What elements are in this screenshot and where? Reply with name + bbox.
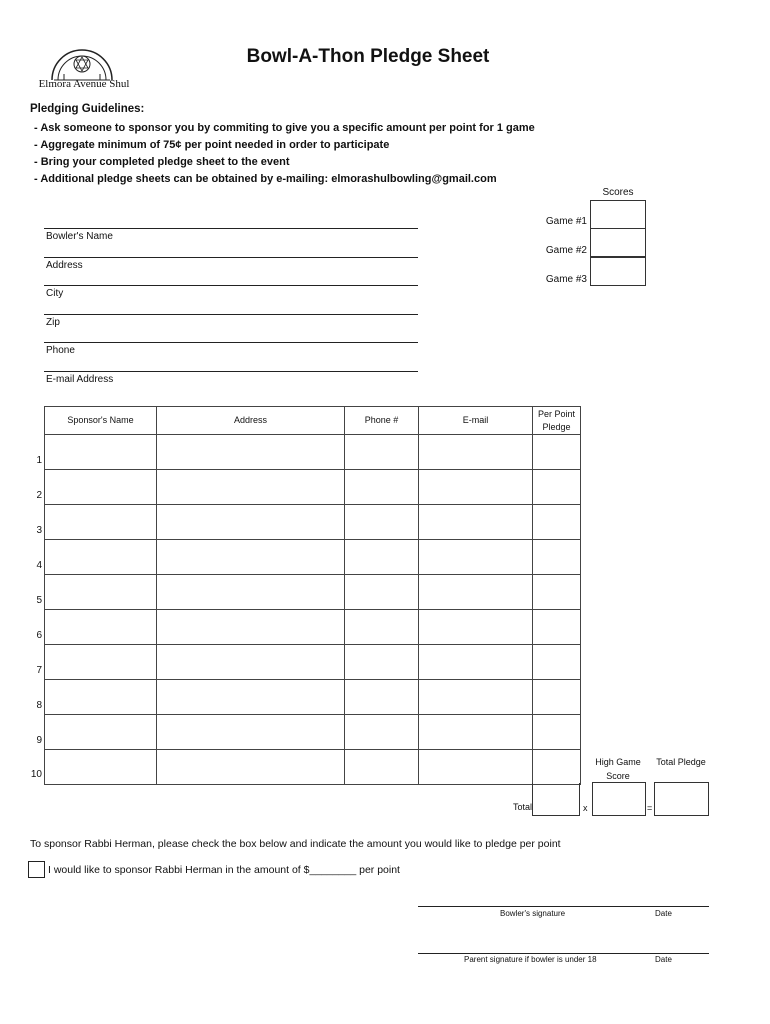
bowler-signature-line[interactable]: [418, 906, 709, 907]
address-cell[interactable]: [157, 435, 345, 470]
game-3-score-box[interactable]: [590, 257, 646, 286]
col-phone: Phone #: [345, 407, 419, 435]
row-number: 9: [36, 735, 42, 746]
logo-text: Elmora Avenue Shul: [38, 78, 130, 90]
total-label: Total: [512, 802, 532, 812]
pledge-cell[interactable]: [533, 680, 581, 715]
sponsor-name-cell[interactable]: [45, 750, 157, 785]
email-cell[interactable]: [419, 610, 533, 645]
scores-heading: Scores: [602, 187, 634, 198]
equals-sign: =: [647, 803, 653, 813]
sponsor-name-cell[interactable]: [45, 575, 157, 610]
zip-label: Zip: [46, 317, 60, 328]
pledge-cell[interactable]: [533, 470, 581, 505]
city-label: City: [46, 288, 64, 299]
game-2-score-box[interactable]: [590, 228, 646, 257]
sponsor-name-cell[interactable]: [45, 505, 157, 540]
table-row: [45, 645, 581, 680]
address-cell[interactable]: [157, 645, 345, 680]
email-cell[interactable]: [419, 750, 533, 785]
phone-cell[interactable]: [345, 575, 419, 610]
table-row: [45, 610, 581, 645]
guideline-item: - Ask someone to sponsor you by commiting to give you a specific amount per point for 1 game: [34, 120, 535, 137]
guideline-item: - Additional pledge sheets can be obtained by e-mailing: elmorashulbowling@gmail.com: [34, 171, 535, 188]
rabbi-sponsor-label: I would like to sponsor Rabbi Herman in the amount of $________ per point: [48, 864, 400, 876]
email-cell[interactable]: [419, 645, 533, 680]
total-pledge-per-point-box[interactable]: [532, 783, 580, 816]
row-number: 3: [36, 525, 42, 536]
sponsor-name-cell[interactable]: [45, 645, 157, 680]
table-row: [45, 435, 581, 470]
table-row: [45, 470, 581, 505]
table-row: [45, 575, 581, 610]
phone-field[interactable]: [44, 342, 418, 370]
bowler-signature-caption: Bowler's signature: [500, 909, 566, 918]
phone-cell[interactable]: [345, 645, 419, 680]
pledge-cell[interactable]: [533, 575, 581, 610]
col-email: E-mail: [419, 407, 533, 435]
email-cell[interactable]: [419, 435, 533, 470]
game-3-label: Game #3: [545, 274, 587, 285]
address-field[interactable]: [44, 257, 418, 285]
parent-date-caption: Date: [655, 955, 672, 964]
pledge-cell[interactable]: [533, 610, 581, 645]
guideline-item: - Aggregate minimum of 75¢ per point needed in order to participate: [34, 137, 535, 154]
phone-cell[interactable]: [345, 505, 419, 540]
table-row: [45, 680, 581, 715]
address-cell[interactable]: [157, 750, 345, 785]
pledge-cell[interactable]: [533, 715, 581, 750]
row-number: 5: [36, 595, 42, 606]
game-2-label: Game #2: [545, 245, 587, 256]
pledge-cell[interactable]: [533, 750, 581, 785]
row-number: 10: [30, 769, 42, 780]
bowler-name-label: Bowler's Name: [46, 231, 113, 242]
address-cell[interactable]: [157, 540, 345, 575]
bowler-date-caption: Date: [655, 909, 672, 918]
sponsor-name-cell[interactable]: [45, 540, 157, 575]
table-row: [45, 540, 581, 575]
rabbi-instruction: To sponsor Rabbi Herman, please check the box below and indicate the amount you would like to pledge per point: [30, 838, 561, 850]
row-number: 6: [36, 630, 42, 641]
sponsor-table-header: [45, 407, 581, 435]
parent-signature-caption: Parent signature if bowler is under 18: [464, 955, 597, 964]
pledge-cell[interactable]: [533, 435, 581, 470]
phone-cell[interactable]: [345, 435, 419, 470]
email-cell[interactable]: [419, 575, 533, 610]
sponsor-name-cell[interactable]: [45, 435, 157, 470]
row-number: 1: [36, 455, 42, 466]
address-cell[interactable]: [157, 505, 345, 540]
sponsor-name-cell[interactable]: [45, 470, 157, 505]
total-pledge-box[interactable]: [654, 782, 709, 816]
game-1-score-box[interactable]: [590, 200, 646, 229]
guidelines-list: [34, 120, 535, 188]
phone-label: Phone: [46, 345, 75, 356]
sponsor-table: [44, 406, 581, 785]
table-row: [45, 715, 581, 750]
row-number: 2: [36, 490, 42, 501]
zip-field[interactable]: [44, 314, 418, 342]
parent-signature-line[interactable]: [418, 953, 709, 954]
phone-cell[interactable]: [345, 470, 419, 505]
email-label: E-mail Address: [46, 374, 114, 385]
email-cell[interactable]: [419, 470, 533, 505]
address-label: Address: [46, 260, 83, 271]
guideline-item: - Bring your completed pledge sheet to the event: [34, 154, 535, 171]
col-address: Address: [157, 407, 345, 435]
game-1-label: Game #1: [545, 216, 587, 227]
total-pledge-label: Total Pledge: [656, 757, 706, 767]
email-field[interactable]: [44, 371, 418, 399]
row-number: 8: [36, 700, 42, 711]
phone-cell[interactable]: [345, 540, 419, 575]
address-cell[interactable]: [157, 610, 345, 645]
address-cell[interactable]: [157, 575, 345, 610]
phone-cell[interactable]: [345, 750, 419, 785]
col-sponsor-name: Sponsor's Name: [45, 407, 157, 435]
sponsor-name-cell[interactable]: [45, 680, 157, 715]
col-per-point-pledge: Per Point Pledge: [533, 407, 581, 435]
email-cell[interactable]: [419, 715, 533, 750]
address-cell[interactable]: [157, 470, 345, 505]
email-cell[interactable]: [419, 680, 533, 715]
address-cell[interactable]: [157, 715, 345, 750]
rabbi-sponsor-checkbox[interactable]: [28, 861, 45, 878]
bowler-name-field[interactable]: [44, 228, 418, 256]
pledge-cell[interactable]: [533, 505, 581, 540]
sponsor-name-cell[interactable]: [45, 610, 157, 645]
multiply-sign: x: [583, 803, 588, 813]
high-game-score-box[interactable]: [592, 782, 646, 816]
city-field[interactable]: [44, 285, 418, 313]
phone-cell[interactable]: [345, 715, 419, 750]
page-title: Bowl-A-Thon Pledge Sheet: [246, 46, 490, 67]
pledge-cell[interactable]: [533, 540, 581, 575]
sponsor-name-cell[interactable]: [45, 715, 157, 750]
phone-cell[interactable]: [345, 610, 419, 645]
phone-cell[interactable]: [345, 680, 419, 715]
email-cell[interactable]: [419, 505, 533, 540]
table-row: [45, 505, 581, 540]
guidelines-heading: Pledging Guidelines:: [30, 103, 145, 115]
email-cell[interactable]: [419, 540, 533, 575]
row-number: 7: [36, 665, 42, 676]
table-row: [45, 750, 581, 785]
high-game-score-label: High Game Score: [595, 757, 641, 781]
row-number: 4: [36, 560, 42, 571]
pledge-cell[interactable]: [533, 645, 581, 680]
address-cell[interactable]: [157, 680, 345, 715]
